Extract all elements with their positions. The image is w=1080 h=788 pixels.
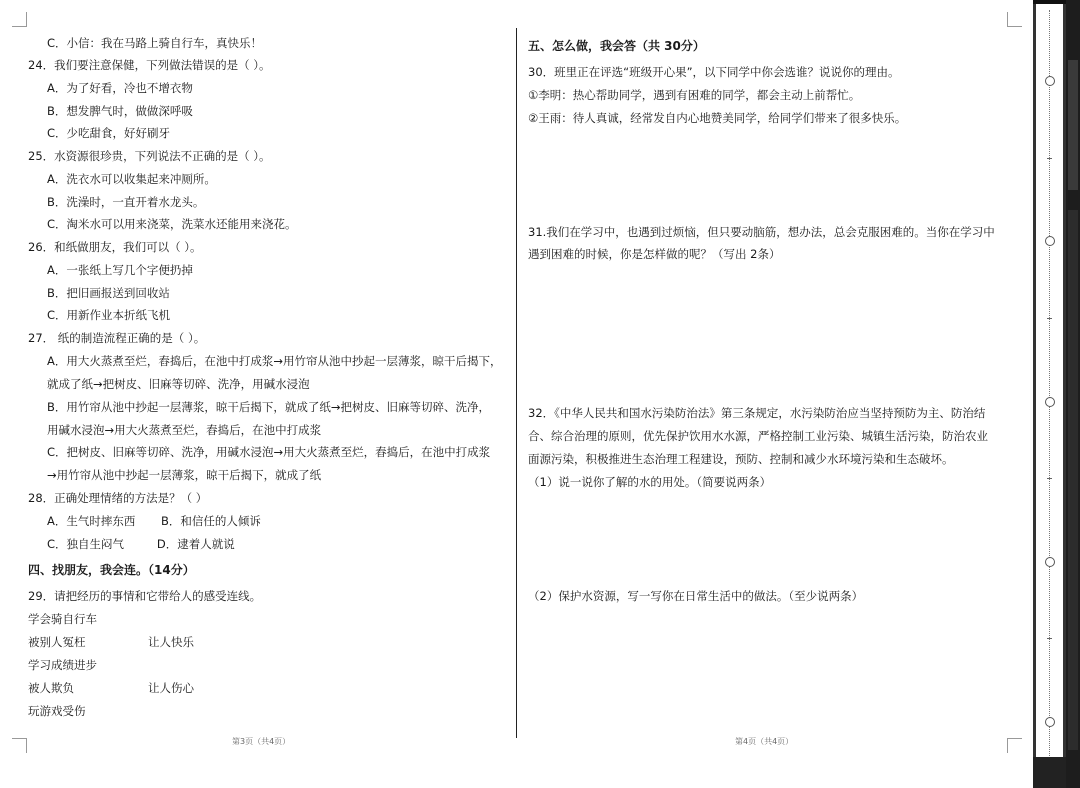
match-left-item: 被别人冤枉 <box>28 635 86 649</box>
scrollbar[interactable] <box>1066 0 1080 788</box>
option-a: A．为了好看，冷也不增衣物 <box>47 81 193 95</box>
match-left-item: 被人欺负 <box>28 681 74 695</box>
option-c-cont: →用竹帘从池中抄起一层薄浆，晾干后揭下，就成了纸 <box>47 468 322 482</box>
match-left-item: 玩游戏受伤 <box>28 704 86 718</box>
binding-hole-icon <box>1045 557 1055 567</box>
crop-mark <box>1007 738 1008 753</box>
binding-tick <box>1047 638 1052 643</box>
question-29: 29．请把经历的事情和它带给人的感受连线。 <box>28 589 262 603</box>
match-right-item: 让人伤心 <box>148 681 194 695</box>
question-32-cont: 合、综合治理的原则，优先保护饮用水水源，严格控制工业污染、城镇生活污染，防治农业 <box>528 429 988 443</box>
crop-mark <box>12 738 27 739</box>
option-a-cont: 就成了纸→把树皮、旧麻等切碎、洗净，用碱水浸泡 <box>47 377 310 391</box>
section-5-heading: 五、怎么做，我会答（共 30分） <box>528 39 705 53</box>
option-c: C．少吃甜食，好好刷牙 <box>47 126 171 140</box>
exam-page-4 <box>517 0 1033 788</box>
binding-hole-icon <box>1045 236 1055 246</box>
question-31: 31.我们在学习中，也遇到过烦恼，但只要动脑筋，想办法，总会克服困难的。当你在学习中 <box>528 225 995 239</box>
question-28: 28．正确处理情绪的方法是？（ ） <box>28 491 208 505</box>
question-24: 24．我们要注意保健，下列做法错误的是（ ）。 <box>28 58 271 72</box>
question-30-option: ②王雨：待人真诚，经常发自内心地赞美同学，给同学们带来了很多快乐。 <box>528 111 907 125</box>
option-b: B．洗澡时，一直开着水龙头。 <box>47 195 205 209</box>
option-a: A．一张纸上写几个字便扔掉 <box>47 263 193 277</box>
match-right-item: 让人快乐 <box>148 635 194 649</box>
question-27: 27． 纸的制造流程正确的是（ ）。 <box>28 331 206 345</box>
binding-tick <box>1047 318 1052 323</box>
option-b: B．用竹帘从池中抄起一层薄浆，晾干后揭下，就成了纸→把树皮、旧麻等切碎、洗净， <box>47 400 491 414</box>
option-b: B．想发脾气时，做做深呼吸 <box>47 104 193 118</box>
binding-hole-icon <box>1045 397 1055 407</box>
option-c: C．淘米水可以用来浇菜，洗菜水还能用来浇花。 <box>47 217 297 231</box>
binding-tick <box>1047 478 1052 483</box>
question-30-option: ①李明：热心帮助同学，遇到有困难的同学，都会主动上前帮忙。 <box>528 88 861 102</box>
crop-mark <box>1007 26 1022 27</box>
binding-border <box>1033 0 1036 788</box>
question-32-part-2: （2）保护水资源，写一写你在日常生活中的做法。（至少说两条） <box>528 589 864 603</box>
question-26: 26．和纸做朋友，我们可以（ ）。 <box>28 240 202 254</box>
question-32: 32．《中华人民共和国水污染防治法》第三条规定，水污染防治应当坚持预防为主、防治结 <box>528 406 986 420</box>
option-b-cont: 用碱水浸泡→用大火蒸煮至烂，舂捣后，在池中打成浆 <box>47 423 322 437</box>
binding-hole-icon <box>1045 76 1055 86</box>
question-32-part-1: （1）说一说你了解的水的用处。（简要说两条） <box>528 475 772 489</box>
binding-line <box>1049 10 1050 780</box>
binding-tick <box>1047 158 1052 163</box>
question-31-cont: 遇到困难的时候，你是怎样做的呢？（写出 2条） <box>528 247 781 261</box>
match-left-item: 学习成绩进步 <box>28 658 97 672</box>
exam-page-3 <box>0 0 517 788</box>
page-footer: 第3页（共4页） <box>232 737 291 746</box>
options-ab: A．生气时摔东西 B．和信任的人倾诉 <box>47 514 261 528</box>
section-4-heading: 四、找朋友，我会连。（14分） <box>28 563 195 577</box>
scrollbar-track-segment <box>1068 210 1078 750</box>
crop-mark <box>12 26 27 27</box>
match-left-item: 学会骑自行车 <box>28 612 97 626</box>
option-a: A．洗衣水可以收集起来冲厕所。 <box>47 172 216 186</box>
options-cd: C．独自生闷气 D．逮着人就说 <box>47 537 235 551</box>
page-footer: 第4页（共4页） <box>735 737 794 746</box>
text-line: C．小信：我在马路上骑自行车，真快乐！ <box>47 36 263 50</box>
option-b: B．把旧画报送到回收站 <box>47 286 170 300</box>
crop-mark <box>26 12 27 27</box>
question-25: 25．水资源很珍贵，下列说法不正确的是（ ）。 <box>28 149 271 163</box>
binding-hole-icon <box>1045 717 1055 727</box>
option-c: C．用新作业本折纸飞机 <box>47 308 171 322</box>
crop-mark <box>1007 738 1022 739</box>
option-c: C．把树皮、旧麻等切碎、洗净，用碱水浸泡→用大火蒸煮至烂，舂捣后，在池中打成浆 <box>47 445 491 459</box>
question-32-cont: 面源污染，积极推进生态治理工程建设，预防、控制和减少水环境污染和生态破坏。 <box>528 452 954 466</box>
option-a: A．用大火蒸煮至烂，舂捣后，在池中打成浆→用竹帘从池中抄起一层薄浆，晾干后揭下， <box>47 354 502 368</box>
question-30: 30．班里正在评选“班级开心果”，以下同学中你会选谁？说说你的理由。 <box>528 65 900 79</box>
window-edge <box>1033 757 1066 788</box>
window-edge <box>1033 0 1066 4</box>
crop-mark <box>1007 12 1008 27</box>
scrollbar-thumb[interactable] <box>1068 60 1078 190</box>
crop-mark <box>26 738 27 753</box>
